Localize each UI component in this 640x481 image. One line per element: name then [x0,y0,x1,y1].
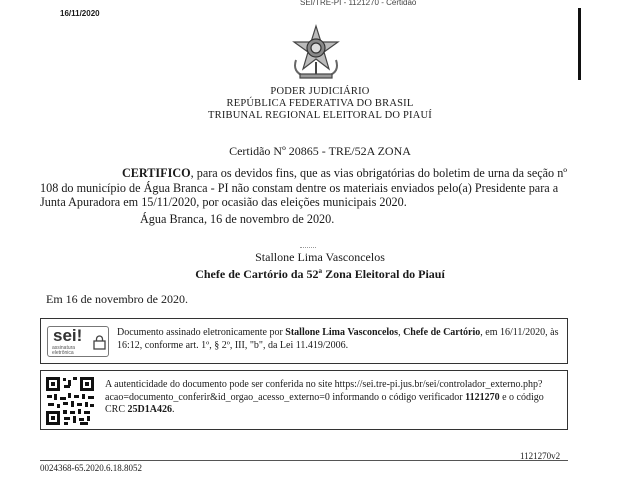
org-line-1: PODER JUDICIÁRIO [270,86,370,97]
signature-mark [300,243,316,248]
verification-code: 1121270 [465,391,500,403]
document-reference: SEI/TRE-PI - 1121270 - Certidão [300,0,417,7]
signature-text-pre: Documento assinado eletronicamente por [117,327,286,338]
verification-text-mid: e o código CRC [105,391,544,415]
org-line-3: TRIBUNAL REGIONAL ELEITORAL DO PIAUÍ [208,110,432,121]
verification-statement [105,379,561,417]
footer-divider [40,460,568,461]
qr-code-icon [44,375,96,427]
signature-signer: Stallone Lima Vasconcelos [285,327,399,338]
signature-text-post: , em 16/11/2020, às 16:12, conforme art. 1º, § 2º, III, "b", da Lei 11.419/2006. [117,327,559,351]
verification-box [40,370,568,430]
signature-statement [117,327,561,352]
certificate-title: Certidão Nº 20865 - TRE/52A ZONA [229,144,411,158]
print-date: 16/11/2020 [60,9,100,18]
certifico-lead: CERTIFICO [122,166,191,180]
brazil-coat-of-arms-icon [286,22,346,82]
page-edge-bar [578,8,581,80]
crc-code: 25D1A426 [127,404,172,415]
signature-role: Chefe de Cartório [403,327,481,338]
verification-text-pre: A autenticidade do documento pode ser conferida no site https://sei.tre-pi.jus.br/sei/controlador_externo.php?acao=documento_conferir&id_orgao_acesso_externo=0 informando o código verificador [105,379,543,403]
issued-date: Em 16 de novembro de 2020. [46,292,188,306]
sei-logo-subtitle: assinatura eletrônica [52,345,76,356]
verification-text-post: . [171,404,175,415]
certificate-body [40,166,568,210]
electronic-signature-box [40,318,568,364]
process-number: 0024368-65.2020.6.18.8052 [40,463,142,473]
signer-role: Chefe de Cartório da 52ª Zona Eleitoral do Piauí [195,267,445,281]
sei-logo-text: sei! [53,326,83,345]
certificate-text: , para os devidos fins, que as vias obrigatórias do boletim de urna da seção nº 108 do município de Água Branca - PI não constam dentre os materiais enviados pelo(a) Presidente para a Junta Apuradora em 15/11/2020, por ocasião das eleições municipais 2020. [40,166,568,210]
document-version: 1121270v2 [520,451,561,461]
org-line-2: REPÚBLICA FEDERATIVA DO BRASIL [226,98,414,109]
lock-icon [93,335,106,350]
sei-logo [47,326,109,357]
place-date: Água Branca, 16 de novembro de 2020. [140,212,335,226]
signer-name: Stallone Lima Vasconcelos [255,250,385,264]
signature-separator: , [398,327,404,338]
